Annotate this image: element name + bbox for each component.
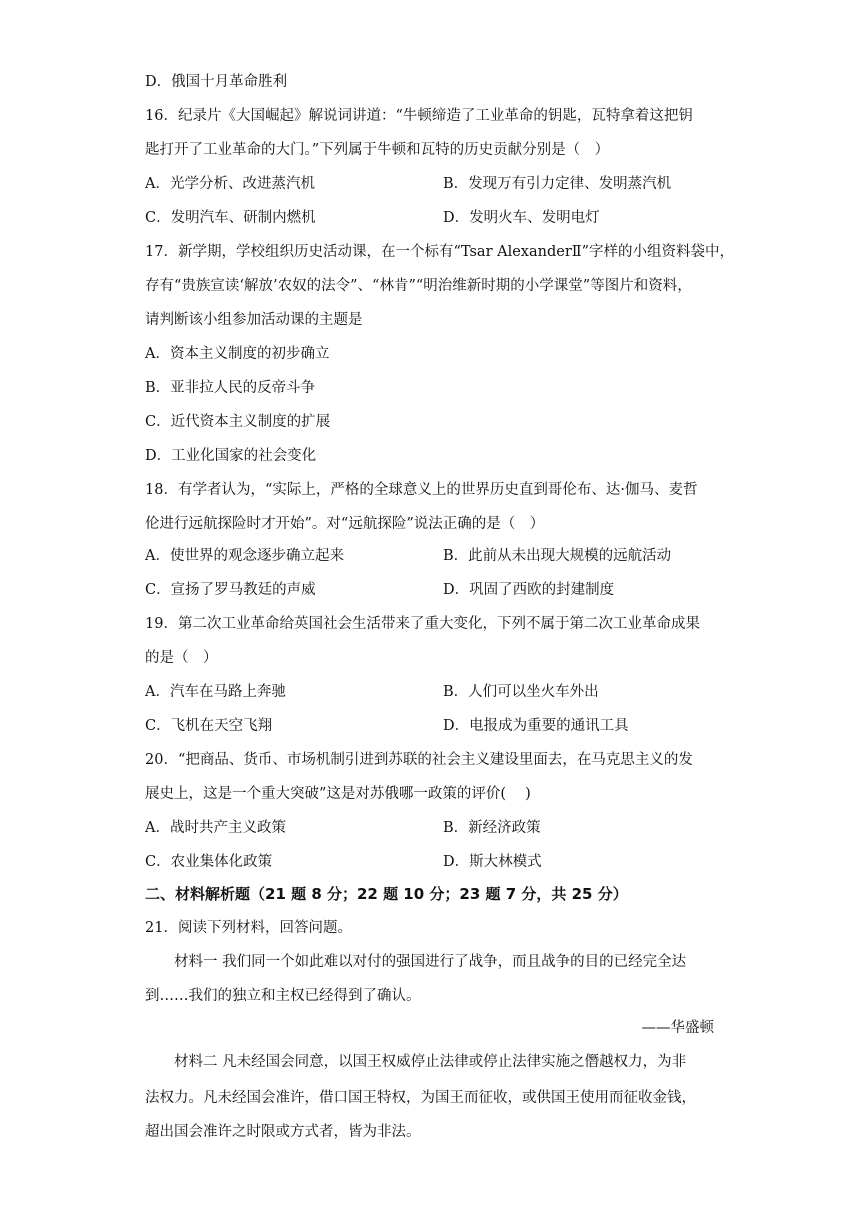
q20-option-d: D．斯大林模式 <box>443 854 542 870</box>
q16-option-c: C．发明汽车、研制内燃机 <box>145 210 316 226</box>
q18-stem-line1: 18．有学者认为，“实际上，严格的全球意义上的世界历史直到哥伦布、达·伽马、麦哲 <box>145 482 698 498</box>
q16-option-b: B．发现万有引力定律、发明蒸汽机 <box>443 176 672 192</box>
q19-stem-line2: 的是（ ） <box>145 650 218 666</box>
q18-option-b: B．此前从未出现大规模的远航活动 <box>443 548 672 564</box>
q20-stem-line1: 20．“把商品、货币、市场机制引进到苏联的社会主义建设里面去，在马克思主义的发 <box>145 752 693 768</box>
q16-stem-line1: 16．纪录片《大国崛起》解说词讲道：“牛顿缔造了工业革命的钥匙，瓦特拿着这把钥 <box>145 108 693 124</box>
q17-option-c: C．近代资本主义制度的扩展 <box>145 414 331 430</box>
q15-option-d: D．俄国十月革命胜利 <box>145 74 288 90</box>
q18-option-a: A．使世界的观念逐步确立起来 <box>145 548 344 564</box>
q16-option-a: A．光学分析、改进蒸汽机 <box>145 176 315 192</box>
q19-stem-line1: 19．第二次工业革命给英国社会生活带来了重大变化，下列不属于第二次工业革命成果 <box>145 616 700 632</box>
q21-material1-line1: 材料一 我们同一个如此难以对付的强国进行了战争，而且战争的目的已经完全达 <box>174 954 687 970</box>
q16-option-d: D．发明火车、发明电灯 <box>443 210 600 226</box>
q17-option-a: A．资本主义制度的初步确立 <box>145 346 330 362</box>
section-heading: 二、材料解析题（21 题 8 分；22 题 10 分；23 题 7 分，共 25 分） <box>145 885 628 903</box>
q19-option-a: A．汽车在马路上奔驰 <box>145 684 286 700</box>
q20-option-c: C．农业集体化政策 <box>145 854 273 870</box>
q21-material1-source: ——华盛顿 <box>641 1020 714 1036</box>
q16-stem-line2: 匙打开了工业革命的大门。”下列属于牛顿和瓦特的历史贡献分别是（ ） <box>145 142 610 158</box>
q21-stem: 21．阅读下列材料，回答问题。 <box>145 920 352 936</box>
q21-material2-line1: 材料二 凡未经国会同意，以国王权威停止法律或停止法律实施之僭越权力，为非 <box>174 1054 687 1070</box>
q21-material2-line2: 法权力。凡未经国会准许，借口国王特权，为国王而征收，或供国王使用而征收金钱， <box>145 1090 696 1106</box>
q18-stem-line2: 伦进行远航探险时才开始”。对“远航探险”说法正确的是（ ） <box>145 516 545 532</box>
q20-option-b: B．新经济政策 <box>443 820 541 836</box>
q18-option-d: D．巩固了西欧的封建制度 <box>443 582 615 598</box>
q17-stem-line2: 存有“贵族宣读‘解放’农奴的法令”、“林肯”“明治维新时期的小学课堂”等图片和资料， <box>145 278 692 294</box>
q21-material1-line2: 到……我们的独立和主权已经得到了确认。 <box>145 988 421 1004</box>
q18-option-c: C．宣扬了罗马教廷的声威 <box>145 582 316 598</box>
q17-option-b: B．亚非拉人民的反帝斗争 <box>145 380 316 396</box>
q20-option-a: A．战时共产主义政策 <box>145 820 286 836</box>
q17-stem-line3: 请判断该小组参加活动课的主题是 <box>145 312 363 328</box>
q17-stem-line1: 17．新学期，学校组织历史活动课，在一个标有“Tsar AlexanderⅡ”字样的小组资料袋中， <box>145 244 735 260</box>
q19-option-d: D．电报成为重要的通讯工具 <box>443 718 629 734</box>
q21-material2-line3: 超出国会准许之时限或方式者，皆为非法。 <box>145 1124 421 1140</box>
q19-option-b: B．人们可以坐火车外出 <box>443 684 599 700</box>
q20-stem-line2: 展史上，这是一个重大突破”这是对苏俄哪一政策的评价( ) <box>145 786 531 802</box>
q17-option-d: D．工业化国家的社会变化 <box>145 448 317 464</box>
q19-option-c: C．飞机在天空飞翔 <box>145 718 273 734</box>
